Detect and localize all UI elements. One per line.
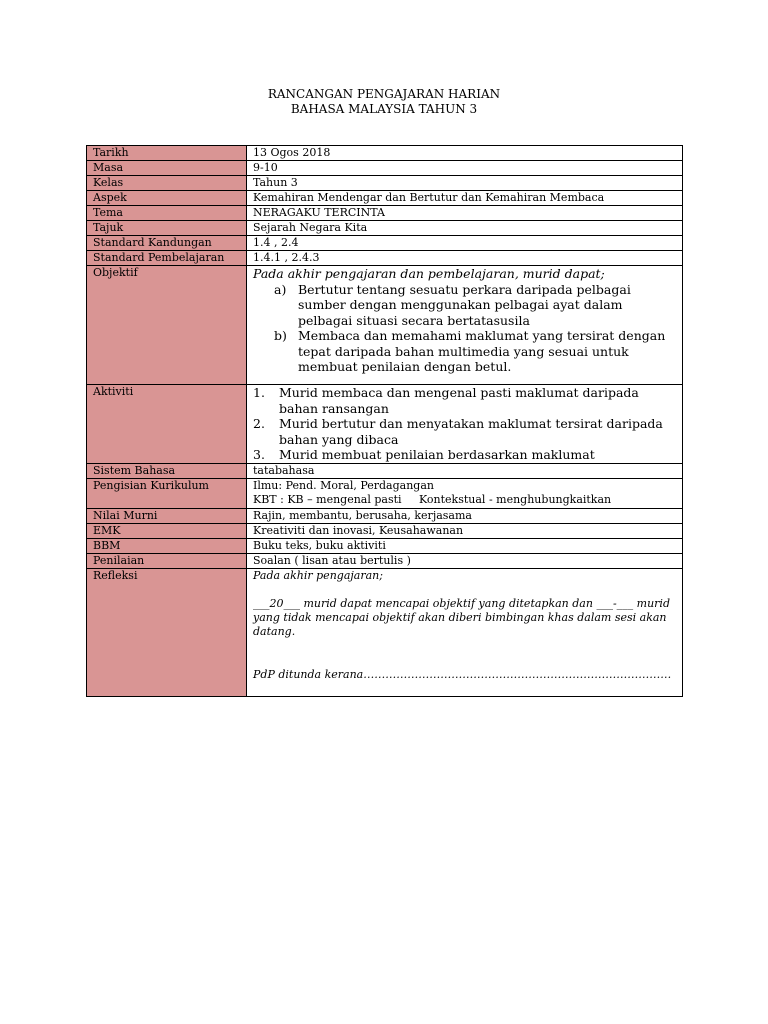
refleksi-pdp: PdP ditunda kerana………………………………………………………………………… bbox=[253, 667, 672, 681]
label-tajuk: Tajuk bbox=[87, 221, 247, 236]
title-line-1: RANCANGAN PENGAJARAN HARIAN bbox=[267, 87, 501, 101]
row-penilaian bbox=[87, 553, 683, 568]
aktiviti-item bbox=[253, 416, 676, 447]
value-masa: 9-10 bbox=[247, 161, 683, 176]
objektif-text: Membaca dan memahami maklumat yang tersirat dengan tepat daripada bahan multimedia yang sesuai untuk membuat penilaian dengan betul. bbox=[298, 328, 666, 374]
aktiviti-marker: 2. bbox=[253, 416, 265, 431]
value-tema: NERAGAKU TERCINTA bbox=[247, 206, 683, 221]
row-refleksi bbox=[87, 568, 683, 696]
row-emk bbox=[87, 523, 683, 538]
aktiviti-text: Murid membaca dan mengenal pasti maklumat daripada bahan ransangan bbox=[279, 385, 639, 416]
objektif-marker: b) bbox=[274, 328, 287, 343]
label-emk: EMK bbox=[87, 523, 247, 538]
title-line-2: BAHASA MALAYSIA TAHUN 3 bbox=[290, 102, 478, 116]
label-refleksi: Refleksi bbox=[87, 568, 247, 696]
objektif-text: Bertutur tentang sesuatu perkara daripada pelbagai sumber dengan menggunakan pelbagai ayat dalam pelbagai situasi secara bertatasusila bbox=[298, 281, 631, 328]
objektif-item bbox=[253, 328, 676, 375]
refleksi-intro: Pada akhir pengajaran; bbox=[253, 568, 383, 582]
aktiviti-marker: 1. bbox=[253, 385, 265, 400]
objektif-list bbox=[253, 282, 676, 375]
aktiviti-item bbox=[253, 385, 676, 416]
pengisian-kbt: KBT : KB – mengenal pasti bbox=[253, 492, 402, 506]
row-aspek bbox=[87, 191, 683, 206]
value-tajuk: Sejarah Negara Kita bbox=[247, 221, 683, 236]
objektif-marker: a) bbox=[274, 281, 287, 297]
label-nilai-murni: Nilai Murni bbox=[87, 508, 247, 523]
row-masa bbox=[87, 161, 683, 176]
refleksi-body: ___20___ murid dapat mencapai objektif yang ditetapkan dan ___-___ murid yang tidak mencapai objektif akan diberi bimbingan khas dalam sesi akan datang. bbox=[253, 596, 670, 638]
document-title bbox=[0, 87, 768, 117]
objektif-intro: Pada akhir pengajaran dan pembelajaran, murid dapat; bbox=[253, 266, 605, 281]
row-tema bbox=[87, 206, 683, 221]
label-aspek: Aspek bbox=[87, 191, 247, 206]
label-standard-kandungan: Standard Kandungan bbox=[87, 236, 247, 251]
value-emk: Kreativiti dan inovasi, Keusahawanan bbox=[247, 523, 683, 538]
value-standard-kandungan: 1.4 , 2.4 bbox=[247, 236, 683, 251]
value-kelas: Tahun 3 bbox=[247, 176, 683, 191]
label-tarikh: Tarikh bbox=[87, 146, 247, 161]
pengisian-ilmu: Ilmu: Pend. Moral, Perdagangan bbox=[253, 478, 434, 492]
label-penilaian: Penilaian bbox=[87, 553, 247, 568]
value-sistem-bahasa: tatabahasa bbox=[247, 463, 683, 478]
row-bbm bbox=[87, 538, 683, 553]
label-masa: Masa bbox=[87, 161, 247, 176]
lesson-plan-table bbox=[86, 145, 683, 697]
value-aspek: Kemahiran Mendengar dan Bertutur dan Kemahiran Membaca bbox=[247, 191, 683, 206]
aktiviti-list bbox=[253, 385, 676, 463]
pengisian-kbt-line bbox=[253, 493, 676, 507]
row-nilai-murni bbox=[87, 508, 683, 523]
objektif-item bbox=[253, 282, 676, 329]
row-standard-kandungan bbox=[87, 236, 683, 251]
label-pengisian-kurikulum: Pengisian Kurikulum bbox=[87, 478, 247, 508]
row-standard-pembelajaran bbox=[87, 251, 683, 266]
row-kelas bbox=[87, 176, 683, 191]
row-aktiviti bbox=[87, 385, 683, 464]
value-penilaian: Soalan ( lisan atau bertulis ) bbox=[247, 553, 683, 568]
label-tema: Tema bbox=[87, 206, 247, 221]
label-objektif: Objektif bbox=[87, 266, 247, 385]
value-aktiviti bbox=[247, 385, 683, 464]
value-nilai-murni: Rajin, membantu, berusaha, kerjasama bbox=[247, 508, 683, 523]
value-objektif bbox=[247, 266, 683, 385]
row-pengisian-kurikulum bbox=[87, 478, 683, 508]
value-bbm: Buku teks, buku aktiviti bbox=[247, 538, 683, 553]
label-kelas: Kelas bbox=[87, 176, 247, 191]
aktiviti-item bbox=[253, 447, 676, 463]
aktiviti-marker: 3. bbox=[253, 447, 265, 462]
value-pengisian-kurikulum bbox=[247, 478, 683, 508]
value-standard-pembelajaran: 1.4.1 , 2.4.3 bbox=[247, 251, 683, 266]
value-refleksi bbox=[247, 568, 683, 696]
label-sistem-bahasa: Sistem Bahasa bbox=[87, 463, 247, 478]
row-objektif bbox=[87, 266, 683, 385]
row-sistem-bahasa bbox=[87, 463, 683, 478]
row-tarikh bbox=[87, 146, 683, 161]
value-tarikh: 13 Ogos 2018 bbox=[247, 146, 683, 161]
aktiviti-text: Murid bertutur dan menyatakan maklumat tersirat daripada bahan yang dibaca bbox=[279, 416, 663, 447]
aktiviti-text: Murid membuat penilaian berdasarkan maklumat bbox=[279, 447, 595, 462]
label-bbm: BBM bbox=[87, 538, 247, 553]
label-aktiviti: Aktiviti bbox=[87, 385, 247, 464]
row-tajuk bbox=[87, 221, 683, 236]
pengisian-kontekstual: Kontekstual - menghubungkaitkan bbox=[419, 492, 612, 506]
label-standard-pembelajaran: Standard Pembelajaran bbox=[87, 251, 247, 266]
